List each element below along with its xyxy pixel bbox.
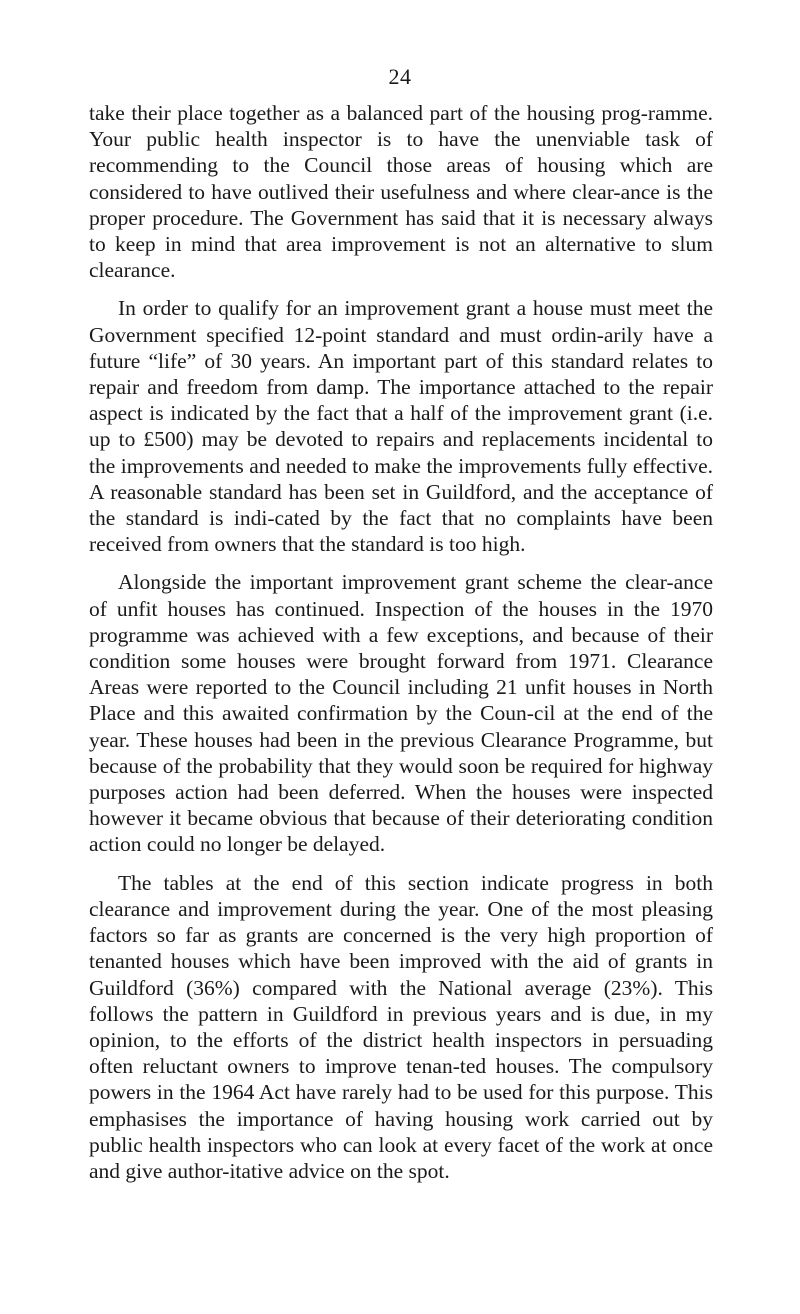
paragraph-progress-tables: The tables at the end of this section indicate progress in both clearance and improvement during the year. One of the most pleasing factors so far as grants are concerned is the very high proportion of tenanted houses which have been improved with the aid of grants in Guildford (36%) compared with the National average (23%). This follows the pattern in Guildford in previous years and is due, in my opinion, to the efforts of the district health inspectors in persuading often reluctant owners to improve tenan-ted houses. The compulsory powers in the 1964 Act have rarely had to be used for this purpose. This emphasises the importance of having housing work carried out by public health inspectors who can look at every facet of the work at once and give author-itative advice on the spot.	[89, 870, 713, 1183]
page-number: 24	[388, 64, 412, 89]
paragraph-clearance-unfit-houses: Alongside the important improvement grant scheme the clear-ance of unfit houses has continued. Inspection of the houses in the 1970 programme was achieved with a few exceptions, and because of their condition some houses were brought forward from 1971. Clearance Areas were reported to the Council including 21 unfit houses in North Place and this awaited confirmation by the Coun-cil at the end of the year. These houses had been in the previous Clearance Programme, but because of the probability that they would soon be required for highway purposes action had been deferred. When the houses were inspected however it became obvious that because of their deteriorating condition action could no longer be delayed.	[89, 570, 713, 857]
paragraph-improvement-grant-standard: In order to qualify for an improvement grant a house must meet the Government specified 12-point standard and must ordin-arily have a future “life” of 30 years. An important part of this standard relates to repair and freedom from damp. The importance attached to the repair aspect is indicated by the fact that a half of the improvement grant (i.e. up to £500) may be devoted to repairs and replacements incidental to the improvements and needed to make the improvements fully effective. A reasonable standard has been set in Guildford, and the acceptance of the standard is indi-cated by the fact that no complaints have been received from owners that the standard is too high.	[89, 296, 713, 557]
document-body	[89, 100, 713, 1196]
paragraph-housing-programme: take their place together as a balanced part of the housing prog-ramme. Your public health inspector is to have the unenviable task of recommending to the Council those areas of housing which are considered to have outlived their usefulness and where clear-ance is the proper procedure. The Government has said that it is necessary always to keep in mind that area improvement is not an alternative to slum clearance.	[89, 101, 713, 283]
